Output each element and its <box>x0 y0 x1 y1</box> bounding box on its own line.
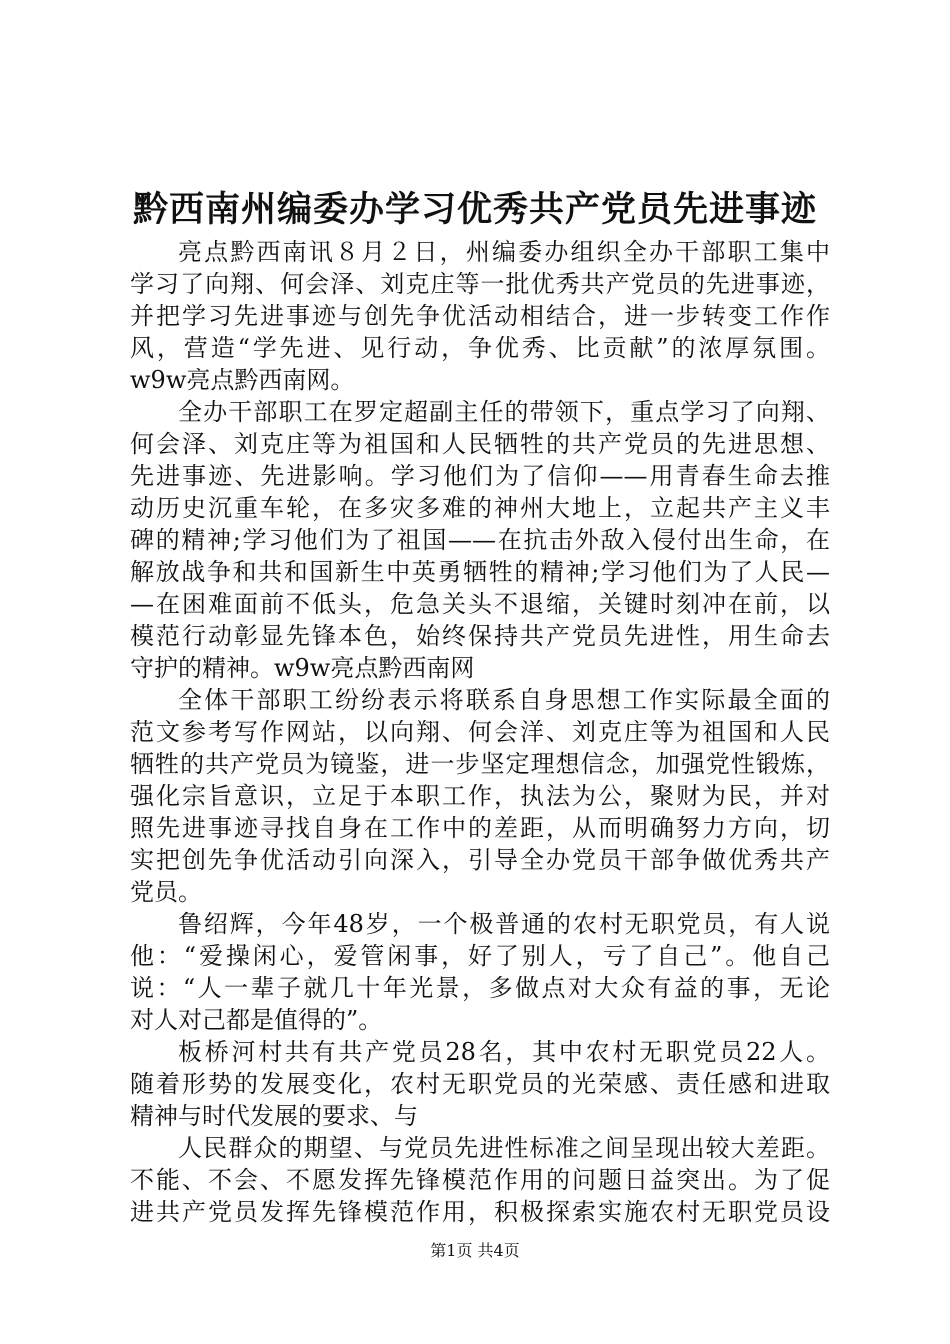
text-line: 并把学习先进事迹与创先争优活动相结合，进一步转变工作作 <box>130 302 830 330</box>
paragraph <box>130 236 830 396</box>
text-line: 范文参考写作网站，以向翔、何会洋、刘克庄等为祖国和人民 <box>130 718 830 746</box>
text-line: 风，营造“学先进、见行动，争优秀、比贡献”的浓厚氛围。 <box>130 334 830 362</box>
text-line: —在困难面前不低头，危急关头不退缩，关键时刻冲在前，以 <box>130 590 830 618</box>
text-line: 说：“人一辈子就几十年光景，多做点对大众有益的事，无论 <box>130 974 830 1002</box>
text-line: 板桥河村共有共产党员28名，其中农村无职党员22人。 <box>178 1038 830 1066</box>
paragraph <box>130 908 830 1036</box>
text-line: 精神与时代发展的要求、与 <box>130 1102 418 1130</box>
text-line: 模范行动彰显先锋本色，始终保持共产党员先进性，用生命去 <box>130 622 830 650</box>
text-line: 全办干部职工在罗定超副主任的带领下，重点学习了向翔、 <box>178 398 830 426</box>
text-line: 人民群众的期望、与党员先进性标准之间呈现出较大差距。 <box>178 1134 830 1162</box>
paragraph <box>130 684 830 908</box>
text-line: 碑的精神;学习他们为了祖国——在抗击外敌入侵付出生命，在 <box>130 526 830 554</box>
text-line: 照先进事迹寻找自身在工作中的差距，从而明确努力方向，切 <box>130 814 830 842</box>
text-line: w9w亮点黔西南网。 <box>130 366 355 394</box>
text-line: 进共产党员发挥先锋模范作用，积极探索实施农村无职党员设 <box>130 1198 830 1226</box>
text-line: 实把创先争优活动引向深入，引导全办党员干部争做优秀共产 <box>130 846 830 874</box>
text-line: 鲁绍辉，今年48岁，一个极普通的农村无职党员，有人说 <box>178 910 830 938</box>
text-line: 何会泽、刘克庄等为祖国和人民牺牲的共产党员的先进思想、 <box>130 430 830 458</box>
paragraph <box>130 1036 830 1132</box>
text-line: 牺牲的共产党员为镜鉴，进一步坚定理想信念，加强党性锻炼， <box>130 750 830 778</box>
document-title: 黔西南州编委办学习优秀共产党员先进事迹 <box>132 189 817 230</box>
text-line: 强化宗旨意识，立足于本职工作，执法为公，聚财为民，并对 <box>130 782 830 810</box>
document-body <box>130 236 830 1228</box>
text-line: 学习了向翔、何会泽、刘克庄等一批优秀共产党员的先进事迹， <box>130 270 830 298</box>
text-line: 随着形势的发展变化，农村无职党员的光荣感、责任感和进取 <box>130 1070 830 1098</box>
page-footer: 第1页 共4页 <box>430 1241 520 1260</box>
text-line: 对人对己都是值得的”。 <box>130 1006 383 1034</box>
text-line: 先进事迹、先进影响。学习他们为了信仰——用青春生命去推 <box>130 462 830 490</box>
text-line: 亮点黔西南讯８月２日，州编委办组织全办干部职工集中 <box>178 238 830 266</box>
text-line: 解放战争和共和国新生中英勇牺牲的精神;学习他们为了人民— <box>130 558 830 586</box>
text-line: 不能、不会、不愿发挥先锋模范作用的问题日益突出。为了促 <box>130 1166 830 1194</box>
paragraph <box>130 1132 830 1228</box>
text-line: 全体干部职工纷纷表示将联系自身思想工作实际最全面的 <box>178 686 830 714</box>
text-line: 他：“爱操闲心，爱管闲事，好了别人，亏了自己”。他自己 <box>130 942 830 970</box>
paragraph <box>130 396 830 684</box>
text-line: 守护的精神。w9w亮点黔西南网 <box>130 654 475 682</box>
text-line: 动历史沉重车轮，在多灾多难的神州大地上，立起共产主义丰 <box>130 494 830 522</box>
text-line: 党员。 <box>130 878 202 906</box>
